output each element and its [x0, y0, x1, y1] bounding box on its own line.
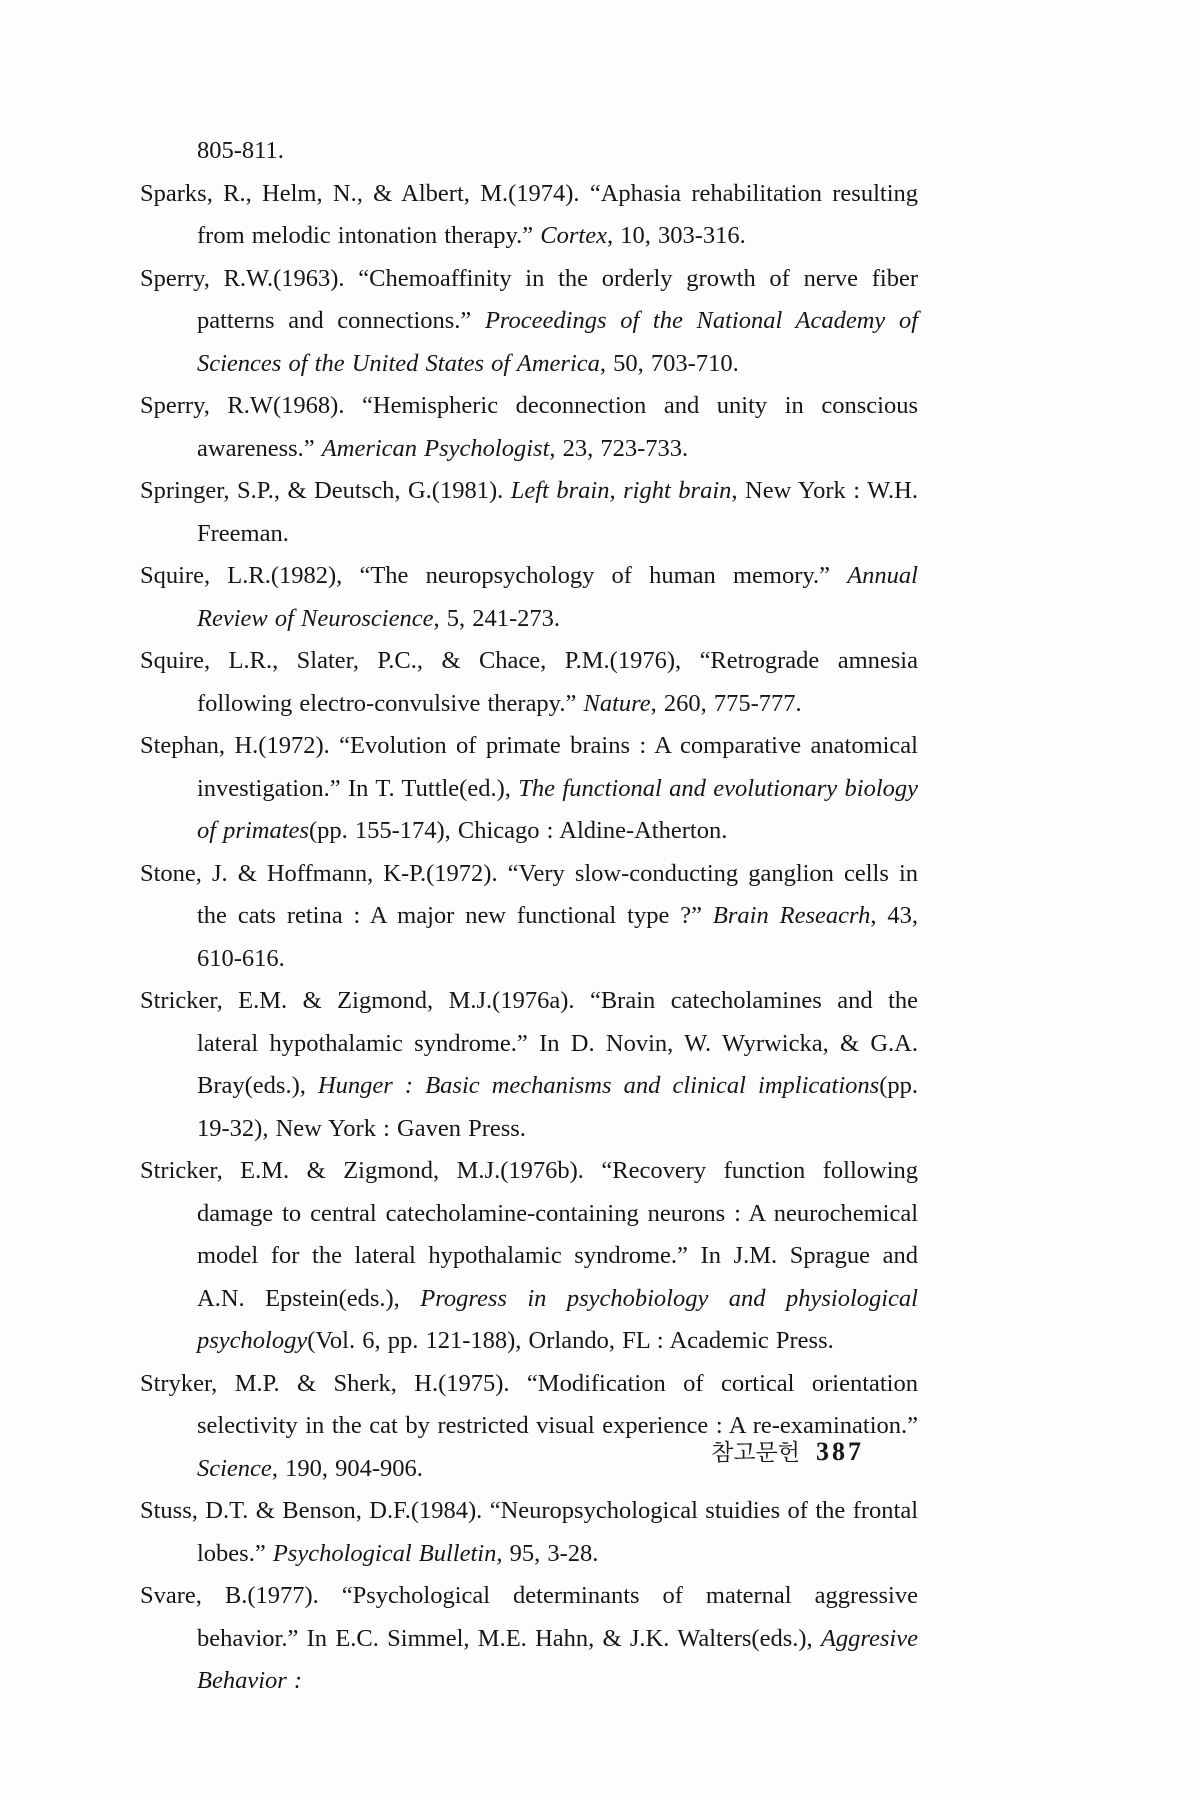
page-footer [711, 1434, 864, 1467]
reference-entry [140, 1150, 918, 1363]
reference-text: Squire, L.R.(1982), “The neuropsychology of human memory.” [140, 562, 848, 589]
reference-title-italic: Science [197, 1454, 272, 1482]
reference-entry [140, 555, 918, 640]
footer-section-label: 참고문헌 [711, 1440, 800, 1465]
reference-text: , 5, 241-273. [433, 604, 561, 632]
reference-title-italic: Left brain, right brain [510, 477, 732, 504]
reference-title-italic: Cortex [540, 222, 607, 249]
reference-text: , 10, 303-316. [606, 222, 746, 249]
reference-entry [140, 1490, 918, 1575]
reference-text: , 23, 723-733. [549, 434, 689, 462]
reference-text: (Vol. 6, pp. 121-188), Orlando, FL : Academic Press. [307, 1327, 834, 1354]
reference-text: 805-811. [197, 137, 284, 164]
reference-title-italic: Proceedings of the National Academy of Sciences of the United States of America [197, 307, 919, 377]
reference-text: Sperry, R.W.(1963). “Chemoaffinity in the orderly growth of nerve fiber patterns and connections.” [140, 264, 918, 334]
reference-title-italic: Progress in psychobiology and physiological psychology [197, 1284, 918, 1354]
reference-entry [140, 258, 918, 386]
reference-text: Squire, L.R., Slater, P.C., & Chace, P.M.(1976), “Retrograde amnesia following electro-convulsive therapy.” [140, 647, 918, 717]
reference-text: Stricker, E.M. & Zigmond, M.J.(1976a). “Brain catecholamines and the lateral hypothalamic syndrome.” In D. Novin, W. Wyrwicka, & G.A. Bray(eds.), [140, 987, 918, 1099]
reference-entry [140, 470, 918, 555]
reference-text: , 190, 904-906. [271, 1454, 423, 1482]
reference-text: (pp. 155-174), Chicago : Aldine-Atherton. [308, 817, 728, 844]
reference-text: Stricker, E.M. & Zigmond, M.J.(1976b). “Recovery function following damage to central catecholamine-containing neurons : A neurochemical model for the lateral hypothalamic syndrome.” In J.M. Sprague and A.N. Epstein(eds.), [140, 1157, 918, 1312]
reference-text: Stuss, D.T. & Benson, D.F.(1984). “Neuropsychological stuidies of the frontal lobes.” [140, 1497, 918, 1567]
page-number: 387 [816, 1437, 864, 1466]
reference-title-italic: Aggresive Behavior : [197, 1624, 918, 1694]
reference-text: Stryker, M.P. & Sherk, H.(1975). “Modification of cortical orientation selectivity in the cat by restricted visual experience : A re-examination.” [140, 1369, 918, 1439]
reference-entry [140, 725, 918, 853]
reference-entry [140, 385, 918, 470]
reference-title-italic: Annual Review of Neuroscience [197, 562, 918, 632]
reference-title-italic: The functional and evolutionary biology of primates [197, 774, 918, 844]
reference-text: Stone, J. & Hoffmann, K-P.(1972). “Very slow-conducting ganglion cells in the cats retina : A major new functional type ?” [140, 859, 918, 929]
reference-entry [140, 1575, 918, 1703]
reference-text: , 50, 703-710. [599, 349, 739, 377]
reference-title-italic: Nature [583, 689, 651, 717]
reference-title-italic: American Psychologist [321, 434, 550, 462]
reference-entry [140, 1363, 918, 1491]
reference-text: , 43, 610-616. [197, 902, 919, 972]
reference-entry [140, 640, 918, 725]
reference-text: Sparks, R., Helm, N., & Albert, M.(1974). “Aphasia rehabilitation resulting from melodic intonation therapy.” [140, 179, 918, 249]
reference-title-italic: Psychological Bulletin [272, 1539, 497, 1567]
reference-entry [140, 853, 918, 981]
reference-text: Svare, B.(1977). “Psychological determinants of maternal aggressive behavior.” In E.C. Simmel, M.E. Hahn, & J.K. Walters(eds.), [140, 1582, 918, 1652]
reference-text: , 260, 775-777. [650, 689, 802, 717]
reference-title-italic: Brain Reseacrh [712, 902, 871, 929]
reference-text: Springer, S.P., & Deutsch, G.(1981). [140, 477, 511, 504]
reference-entry [140, 173, 918, 258]
reference-entry [140, 130, 918, 173]
reference-title-italic: Hunger : Basic mechanisms and clinical implications [317, 1072, 880, 1099]
reference-text: Stephan, H.(1972). “Evolution of primate brains : A comparative anatomical investigation.” In T. Tuttle(ed.), [140, 732, 918, 802]
reference-text: , New York : W.H. Freeman. [197, 477, 919, 547]
reference-text: Sperry, R.W(1968). “Hemispheric deconnection and unity in conscious awareness.” [140, 392, 918, 462]
reference-entry [140, 980, 918, 1150]
reference-text: , 95, 3-28. [496, 1539, 599, 1567]
reference-text: (pp. 19-32), New York : Gaven Press. [197, 1072, 918, 1142]
